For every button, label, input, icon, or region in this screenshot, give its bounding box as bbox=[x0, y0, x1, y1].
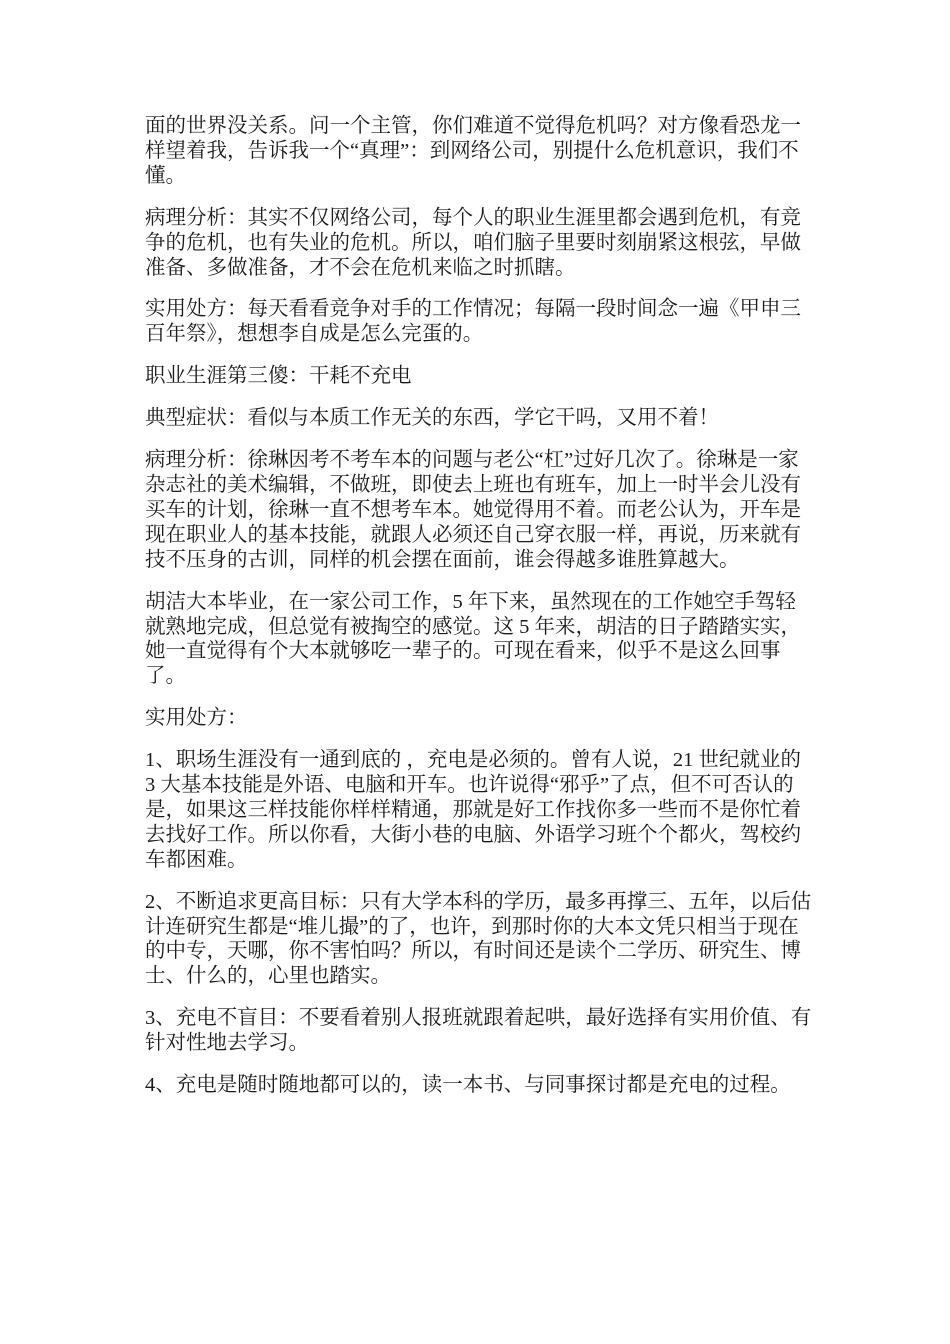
paragraph-7: 胡洁大本毕业，在一家公司工作，5 年下来，虽然现在的工作她空手驾轻就熟地完成，但总觉有被掏空的感觉。这 5 年来，胡洁的日子踏踏实实，她一直觉得有个大本就够吃一辈子的。可现在看来，似乎不是这么回事了。 bbox=[145, 590, 801, 688]
list-item-1: 1、职场生涯没有一通到底的 ，充电是必须的。曾有人说，21 世纪就业的 3 大基本技能是外语、电脑和开车。也许说得“邪乎”了点，但不可否认的是，如果这三样技能你样样精通，那就是好工作找你多一些而不是你忙着去找好工作。所以你看，大街小巷的电脑、外语学习班个个都火，驾校约车都困难。 bbox=[145, 749, 801, 871]
paragraph-8: 实用处方： bbox=[145, 707, 248, 730]
document-body bbox=[145, 114, 815, 1115]
section-heading: 职业生涯第三傻：干耗不充电 bbox=[145, 365, 412, 388]
paragraph-1: 面的世界没关系。问一个主管，你们难道不觉得危机吗？对方像看恐龙一样望着我，告诉我一个“真理”：到网络公司，别提什么危机意识，我们不懂。 bbox=[145, 115, 801, 187]
paragraph-6: 病理分析：徐琳因考不考车本的问题与老公“杠”过好几次了。徐琳是一家杂志社的美术编辑，不做班，即使去上班也有班车，加上一时半会儿没有买车的计划，徐琳一直不想考车本。她觉得用不着。而老公认为，开车是现在职业人的基本技能，就跟人必须还自己穿衣服一样，再说，历来就有技不压身的古训，同样的机会摆在面前，谁会得越多谁胜算越大。 bbox=[145, 449, 801, 571]
list-item-2: 2、不断追求更高目标：只有大学本科的学历，最多再撑三、五年，以后估计连研究生都是“堆儿撮”的了，也许，到那时你的大本文凭只相当于现在的中专，天哪，你不害怕吗？所以，有时间还是读个二学历、研究生、博士、什么的，心里也踏实。 bbox=[145, 890, 812, 988]
paragraph-2: 病理分析：其实不仅网络公司，每个人的职业生涯里都会遇到危机，有竞争的危机，也有失业的危机。所以，咱们脑子里要时刻崩紧这根弦，早做准备、多做准备，才不会在危机来临之时抓瞎。 bbox=[145, 206, 801, 279]
paragraph-3: 实用处方：每天看看竞争对手的工作情况；每隔一段时间念一遍《甲申三百年祭》，想想李自成是怎么完蛋的。 bbox=[145, 298, 801, 346]
list-item-3: 3、充电不盲目：不要看着别人报班就跟着起哄，最好选择有实用价值、有针对性地去学习。 bbox=[145, 1007, 812, 1055]
paragraph-5: 典型症状：看似与本质工作无关的东西，学它干吗，又用不着！ bbox=[145, 407, 719, 430]
list-item-4: 4、充电是随时随地都可以的，读一本书、与同事探讨都是充电的过程。 bbox=[145, 1074, 791, 1097]
